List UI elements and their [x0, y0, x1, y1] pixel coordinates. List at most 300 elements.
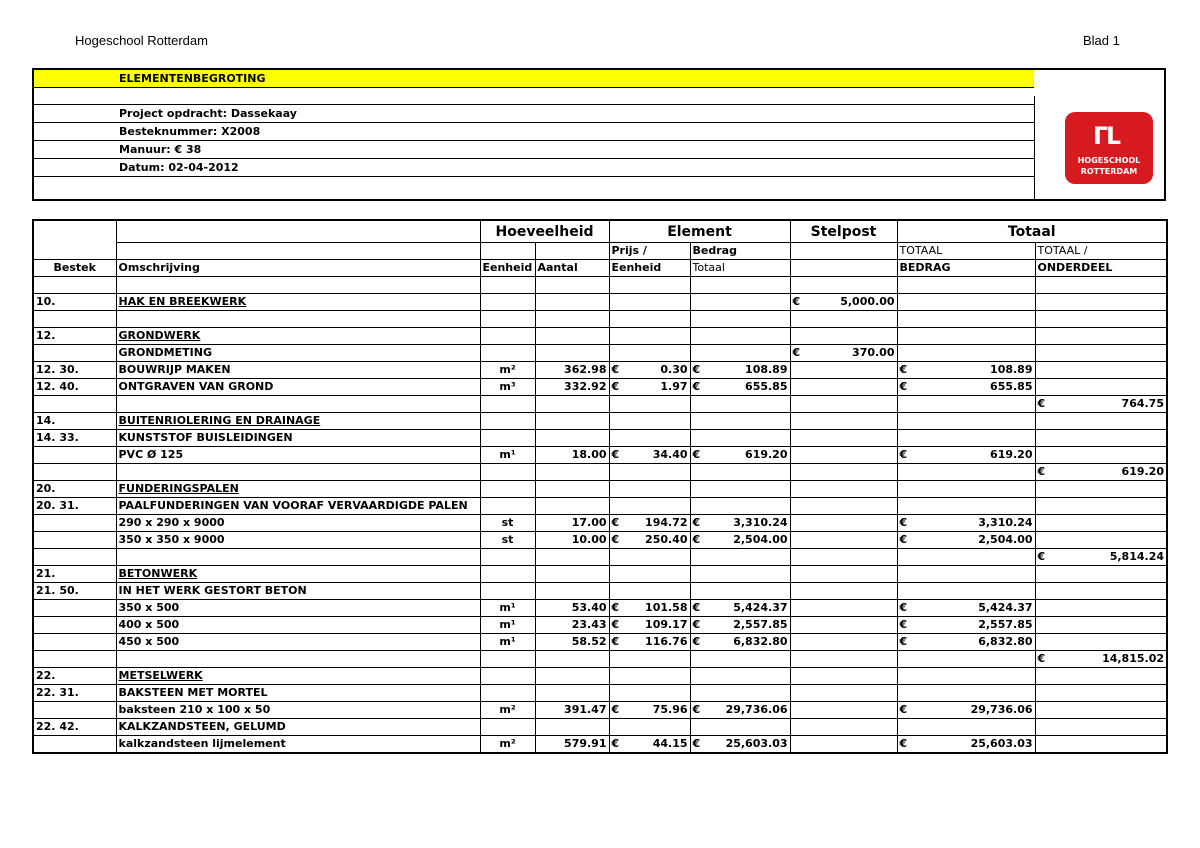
cell-aantal	[535, 719, 609, 736]
document-date: Datum: 02-04-2012	[119, 159, 1034, 177]
cell-onderdeel	[1035, 328, 1167, 345]
cell-bestek: 12. 30.	[33, 362, 116, 379]
header-omschrijving: Omschrijving	[116, 260, 480, 277]
cell-onderdeel-value: 764.75	[1121, 397, 1164, 410]
cell-bestek	[33, 702, 116, 719]
cell-aantal: 18.00	[535, 447, 609, 464]
cell-bestek: 14.	[33, 413, 116, 430]
cell-onderdeel	[1035, 498, 1167, 515]
cell-bestek: 10.	[33, 294, 116, 311]
cell-totaal-value: 619.20	[990, 448, 1033, 461]
cell-bedrag	[690, 719, 790, 736]
logo-text-line2: ROTTERDAM	[1080, 167, 1138, 176]
cell-bedrag	[690, 447, 790, 464]
cell-stelpost	[790, 379, 897, 396]
currency-symbol: €	[792, 346, 801, 359]
budget-table	[32, 219, 1168, 754]
cell-totaal	[897, 583, 1035, 600]
cell-onderdeel	[1035, 668, 1167, 685]
header-element: Element	[609, 220, 790, 243]
cell-eenheid	[480, 668, 535, 685]
cell-bedrag	[690, 277, 790, 294]
cell-aantal	[535, 498, 609, 515]
cell-eenheid	[480, 685, 535, 702]
header-stelpost: Stelpost	[790, 220, 897, 243]
cell-stelpost	[790, 685, 897, 702]
cell-stelpost	[790, 413, 897, 430]
cell-totaal	[897, 481, 1035, 498]
cell-bedrag	[690, 379, 790, 396]
table-row	[33, 396, 1167, 413]
cell-aantal	[535, 668, 609, 685]
cell-omschrijving: BETONWERK	[116, 566, 480, 583]
cell-aantal	[535, 328, 609, 345]
cell-aantal	[535, 481, 609, 498]
hourly-rate: Manuur: € 38	[119, 141, 1034, 159]
cell-aantal: 58.52	[535, 634, 609, 651]
project-name: Project opdracht: Dassekaay	[119, 105, 1034, 123]
cell-omschrijving: PAALFUNDERINGEN VAN VOORAF VERVAARDIGDE PALEN	[116, 498, 480, 515]
cell-onderdeel-value: 5,814.24	[1109, 550, 1164, 563]
cell-omschrijving: HAK EN BREEKWERK	[116, 294, 480, 311]
currency-symbol: €	[611, 635, 620, 648]
cell-onderdeel-value: 14,815.02	[1102, 652, 1164, 665]
cell-omschrijving	[116, 464, 480, 481]
cell-bestek: 22.	[33, 668, 116, 685]
cell-totaal	[897, 532, 1035, 549]
cell-onderdeel	[1035, 413, 1167, 430]
cell-stelpost	[790, 277, 897, 294]
currency-symbol: €	[692, 363, 701, 376]
cell-totaal	[897, 345, 1035, 362]
cell-omschrijving	[116, 277, 480, 294]
cell-totaal-value: 29,736.06	[970, 703, 1033, 716]
table-row	[33, 379, 1167, 396]
cell-omschrijving: 400 x 500	[116, 617, 480, 634]
cell-prijs-value: 101.58	[645, 601, 688, 614]
cell-onderdeel	[1035, 634, 1167, 651]
table-row	[33, 668, 1167, 685]
cell-stelpost	[790, 736, 897, 754]
cell-bestek: 12. 40.	[33, 379, 116, 396]
cell-stelpost	[790, 498, 897, 515]
cell-bedrag-value: 6,832.80	[733, 635, 788, 648]
cell-bedrag	[690, 668, 790, 685]
cell-omschrijving	[116, 549, 480, 566]
cell-bedrag	[690, 617, 790, 634]
cell-bestek	[33, 736, 116, 754]
table-row	[33, 498, 1167, 515]
currency-symbol: €	[899, 737, 908, 750]
cell-bedrag-value: 655.85	[745, 380, 788, 393]
currency-symbol: €	[611, 601, 620, 614]
table-row	[33, 702, 1167, 719]
cell-totaal-value: 3,310.24	[978, 516, 1033, 529]
cell-prijs	[609, 311, 690, 328]
cell-onderdeel	[1035, 362, 1167, 379]
cell-eenheid	[480, 583, 535, 600]
cell-onderdeel	[1035, 702, 1167, 719]
cell-omschrijving: KALKZANDSTEEN, GELUMD	[116, 719, 480, 736]
page-header-right: Blad 1	[1083, 33, 1120, 48]
cell-prijs-value: 75.96	[652, 703, 688, 716]
cell-aantal	[535, 464, 609, 481]
currency-symbol: €	[692, 737, 701, 750]
cell-prijs	[609, 566, 690, 583]
cell-onderdeel	[1035, 311, 1167, 328]
document-title: ELEMENTENBEGROTING	[119, 70, 1034, 88]
cell-onderdeel	[1035, 379, 1167, 396]
cell-onderdeel	[1035, 600, 1167, 617]
cell-prijs	[609, 702, 690, 719]
cell-prijs	[609, 532, 690, 549]
cell-bestek: 20.	[33, 481, 116, 498]
cell-prijs	[609, 600, 690, 617]
cell-bestek	[33, 634, 116, 651]
cell-totaal	[897, 515, 1035, 532]
cell-prijs	[609, 651, 690, 668]
cell-omschrijving	[116, 311, 480, 328]
cell-eenheid	[480, 413, 535, 430]
cell-stelpost	[790, 549, 897, 566]
cell-totaal-value: 25,603.03	[970, 737, 1033, 750]
budget-table-body	[33, 277, 1167, 754]
cell-totaal	[897, 566, 1035, 583]
cell-totaal-value: 6,832.80	[978, 635, 1033, 648]
cell-prijs-value: 109.17	[645, 618, 688, 631]
cell-eenheid: m¹	[480, 447, 535, 464]
currency-symbol: €	[692, 533, 701, 546]
currency-symbol: €	[611, 533, 620, 546]
cell-stelpost	[790, 328, 897, 345]
currency-symbol: €	[611, 737, 620, 750]
cell-bestek	[33, 311, 116, 328]
cell-bestek: 20. 31.	[33, 498, 116, 515]
cell-eenheid: m¹	[480, 600, 535, 617]
cell-omschrijving: METSELWERK	[116, 668, 480, 685]
table-row	[33, 634, 1167, 651]
cell-omschrijving	[116, 396, 480, 413]
cell-totaal	[897, 379, 1035, 396]
cell-prijs	[609, 481, 690, 498]
page-header-left: Hogeschool Rotterdam	[75, 33, 208, 48]
cell-bedrag	[690, 430, 790, 447]
cell-eenheid: m¹	[480, 617, 535, 634]
cell-stelpost-value: 5,000.00	[840, 295, 895, 308]
currency-symbol: €	[611, 363, 620, 376]
table-row	[33, 328, 1167, 345]
logo-text-line1: HOGESCHOOL	[1077, 156, 1141, 165]
cell-bedrag	[690, 736, 790, 754]
cell-prijs	[609, 464, 690, 481]
header-totaal-1: TOTAAL	[897, 243, 1035, 260]
cell-bestek	[33, 345, 116, 362]
header-prijs: Prijs /	[609, 243, 690, 260]
table-row	[33, 464, 1167, 481]
cell-omschrijving: IN HET WERK GESTORT BETON	[116, 583, 480, 600]
cell-totaal	[897, 430, 1035, 447]
currency-symbol: €	[899, 703, 908, 716]
cell-bestek: 21.	[33, 566, 116, 583]
cell-bedrag	[690, 311, 790, 328]
cell-omschrijving: GRONDMETING	[116, 345, 480, 362]
cell-totaal	[897, 668, 1035, 685]
cell-bedrag	[690, 464, 790, 481]
cell-stelpost	[790, 532, 897, 549]
cell-stelpost	[790, 447, 897, 464]
cell-aantal	[535, 277, 609, 294]
cell-bestek: 12.	[33, 328, 116, 345]
cell-eenheid	[480, 294, 535, 311]
table-row	[33, 277, 1167, 294]
currency-symbol: €	[611, 448, 620, 461]
cell-aantal	[535, 583, 609, 600]
currency-symbol: €	[611, 618, 620, 631]
currency-symbol: €	[692, 618, 701, 631]
cell-bestek	[33, 464, 116, 481]
cell-omschrijving: kalkzandsteen lijmelement	[116, 736, 480, 754]
cell-bedrag	[690, 413, 790, 430]
cell-prijs	[609, 379, 690, 396]
cell-onderdeel	[1035, 481, 1167, 498]
cell-bestek	[33, 600, 116, 617]
currency-symbol: €	[692, 635, 701, 648]
cell-omschrijving: BAKSTEEN MET MORTEL	[116, 685, 480, 702]
table-row	[33, 685, 1167, 702]
project-info-box	[32, 68, 1166, 201]
cell-bedrag	[690, 362, 790, 379]
cell-aantal	[535, 294, 609, 311]
cell-totaal	[897, 464, 1035, 481]
header-eenheid-2: Eenheid	[609, 260, 690, 277]
cell-omschrijving: BOUWRIJP MAKEN	[116, 362, 480, 379]
currency-symbol: €	[692, 448, 701, 461]
currency-symbol: €	[611, 703, 620, 716]
cell-stelpost	[790, 311, 897, 328]
cell-omschrijving: BUITENRIOLERING EN DRAINAGE	[116, 413, 480, 430]
cell-prijs	[609, 685, 690, 702]
cell-aantal	[535, 311, 609, 328]
cell-prijs	[609, 447, 690, 464]
cell-eenheid	[480, 651, 535, 668]
cell-totaal	[897, 634, 1035, 651]
cell-totaal	[897, 651, 1035, 668]
cell-omschrijving: 290 x 290 x 9000	[116, 515, 480, 532]
hogeschool-logo	[1065, 112, 1153, 184]
cell-stelpost	[790, 515, 897, 532]
cell-stelpost	[790, 481, 897, 498]
cell-prijs-value: 1.97	[660, 380, 688, 393]
header-aantal: Aantal	[535, 260, 609, 277]
table-row	[33, 430, 1167, 447]
currency-symbol: €	[611, 380, 620, 393]
cell-onderdeel	[1035, 464, 1167, 481]
currency-symbol: €	[899, 533, 908, 546]
cell-prijs	[609, 549, 690, 566]
cell-aantal	[535, 430, 609, 447]
cell-onderdeel	[1035, 719, 1167, 736]
cell-onderdeel	[1035, 515, 1167, 532]
currency-symbol: €	[1037, 550, 1046, 563]
header-totaal-2: TOTAAL /	[1035, 243, 1167, 260]
cell-bestek: 21. 50.	[33, 583, 116, 600]
cell-bedrag	[690, 634, 790, 651]
cell-bedrag-value: 619.20	[745, 448, 788, 461]
currency-symbol: €	[899, 618, 908, 631]
cell-bestek	[33, 515, 116, 532]
cell-omschrijving: 350 x 350 x 9000	[116, 532, 480, 549]
cell-totaal	[897, 600, 1035, 617]
header-totaal: Totaal	[897, 220, 1167, 243]
cell-omschrijving: 450 x 500	[116, 634, 480, 651]
currency-symbol: €	[899, 516, 908, 529]
cell-eenheid	[480, 719, 535, 736]
cell-bestek: 14. 33.	[33, 430, 116, 447]
cell-aantal: 579.91	[535, 736, 609, 754]
cell-stelpost	[790, 651, 897, 668]
cell-prijs-value: 0.30	[660, 363, 688, 376]
cell-eenheid: m²	[480, 702, 535, 719]
cell-omschrijving: ONTGRAVEN VAN GROND	[116, 379, 480, 396]
cell-aantal	[535, 413, 609, 430]
cell-omschrijving: 350 x 500	[116, 600, 480, 617]
cell-prijs	[609, 515, 690, 532]
cell-onderdeel	[1035, 685, 1167, 702]
cell-bedrag-value: 108.89	[745, 363, 788, 376]
cell-eenheid	[480, 549, 535, 566]
cell-stelpost	[790, 345, 897, 362]
currency-symbol: €	[611, 516, 620, 529]
cell-omschrijving: PVC Ø 125	[116, 447, 480, 464]
cell-omschrijving: FUNDERINGSPALEN	[116, 481, 480, 498]
cell-bedrag	[690, 685, 790, 702]
cell-aantal: 391.47	[535, 702, 609, 719]
cell-aantal: 17.00	[535, 515, 609, 532]
currency-symbol: €	[692, 380, 701, 393]
cell-bedrag-value: 2,504.00	[733, 533, 788, 546]
cell-stelpost-value: 370.00	[852, 346, 895, 359]
cell-totaal	[897, 685, 1035, 702]
cell-onderdeel	[1035, 549, 1167, 566]
cell-omschrijving	[116, 651, 480, 668]
cell-prijs-value: 194.72	[645, 516, 688, 529]
cell-prijs	[609, 498, 690, 515]
cell-bestek: 22. 31.	[33, 685, 116, 702]
cell-bedrag-value: 3,310.24	[733, 516, 788, 529]
cell-totaal	[897, 311, 1035, 328]
header-onderdeel: ONDERDEEL	[1035, 260, 1167, 277]
cell-totaal	[897, 396, 1035, 413]
cell-eenheid: m²	[480, 736, 535, 754]
cell-stelpost	[790, 362, 897, 379]
cell-stelpost	[790, 719, 897, 736]
cell-bedrag	[690, 532, 790, 549]
cell-stelpost	[790, 464, 897, 481]
cell-bedrag	[690, 600, 790, 617]
cell-totaal	[897, 736, 1035, 754]
cell-totaal	[897, 362, 1035, 379]
cell-prijs	[609, 430, 690, 447]
cell-prijs	[609, 736, 690, 754]
cell-totaal-value: 2,557.85	[978, 618, 1033, 631]
cell-onderdeel-value: 619.20	[1121, 465, 1164, 478]
currency-symbol: €	[899, 601, 908, 614]
cell-bestek	[33, 396, 116, 413]
cell-bedrag-value: 29,736.06	[725, 703, 788, 716]
currency-symbol: €	[899, 380, 908, 393]
cell-eenheid	[480, 328, 535, 345]
table-row	[33, 345, 1167, 362]
currency-symbol: €	[692, 601, 701, 614]
header-bestek: Bestek	[33, 260, 116, 277]
table-row	[33, 736, 1167, 754]
cell-aantal	[535, 345, 609, 362]
cell-prijs-value: 250.40	[645, 533, 688, 546]
table-row	[33, 311, 1167, 328]
cell-bedrag-value: 25,603.03	[725, 737, 788, 750]
cell-eenheid: m¹	[480, 634, 535, 651]
cell-totaal	[897, 294, 1035, 311]
currency-symbol: €	[1037, 465, 1046, 478]
cell-stelpost	[790, 600, 897, 617]
currency-symbol: €	[1037, 652, 1046, 665]
table-row	[33, 481, 1167, 498]
cell-onderdeel	[1035, 651, 1167, 668]
cell-bedrag	[690, 396, 790, 413]
table-row	[33, 549, 1167, 566]
cell-totaal	[897, 498, 1035, 515]
cell-omschrijving: GRONDWERK	[116, 328, 480, 345]
cell-aantal: 53.40	[535, 600, 609, 617]
cell-stelpost	[790, 702, 897, 719]
cell-prijs-value: 116.76	[645, 635, 688, 648]
cell-totaal	[897, 702, 1035, 719]
header-eenheid: Eenheid	[480, 260, 535, 277]
table-row	[33, 362, 1167, 379]
table-row	[33, 515, 1167, 532]
cell-prijs	[609, 362, 690, 379]
cell-prijs	[609, 413, 690, 430]
cell-stelpost	[790, 668, 897, 685]
cell-aantal: 362.98	[535, 362, 609, 379]
cell-onderdeel	[1035, 294, 1167, 311]
table-row	[33, 294, 1167, 311]
cell-aantal: 23.43	[535, 617, 609, 634]
cell-prijs	[609, 634, 690, 651]
cell-eenheid	[480, 566, 535, 583]
cell-totaal-value: 655.85	[990, 380, 1033, 393]
cell-bedrag	[690, 566, 790, 583]
cell-eenheid	[480, 464, 535, 481]
table-row	[33, 719, 1167, 736]
cell-aantal	[535, 566, 609, 583]
currency-symbol: €	[1037, 397, 1046, 410]
cell-bedrag	[690, 328, 790, 345]
cell-eenheid	[480, 498, 535, 515]
cell-aantal: 10.00	[535, 532, 609, 549]
table-row	[33, 583, 1167, 600]
cell-eenheid: m²	[480, 362, 535, 379]
table-row	[33, 413, 1167, 430]
cell-eenheid	[480, 481, 535, 498]
cell-totaal-value: 5,424.37	[978, 601, 1033, 614]
cell-eenheid: st	[480, 515, 535, 532]
logo-cell	[1034, 96, 1165, 199]
cell-aantal	[535, 651, 609, 668]
cell-onderdeel	[1035, 447, 1167, 464]
cell-omschrijving: baksteen 210 x 100 x 50	[116, 702, 480, 719]
cell-bedrag	[690, 498, 790, 515]
